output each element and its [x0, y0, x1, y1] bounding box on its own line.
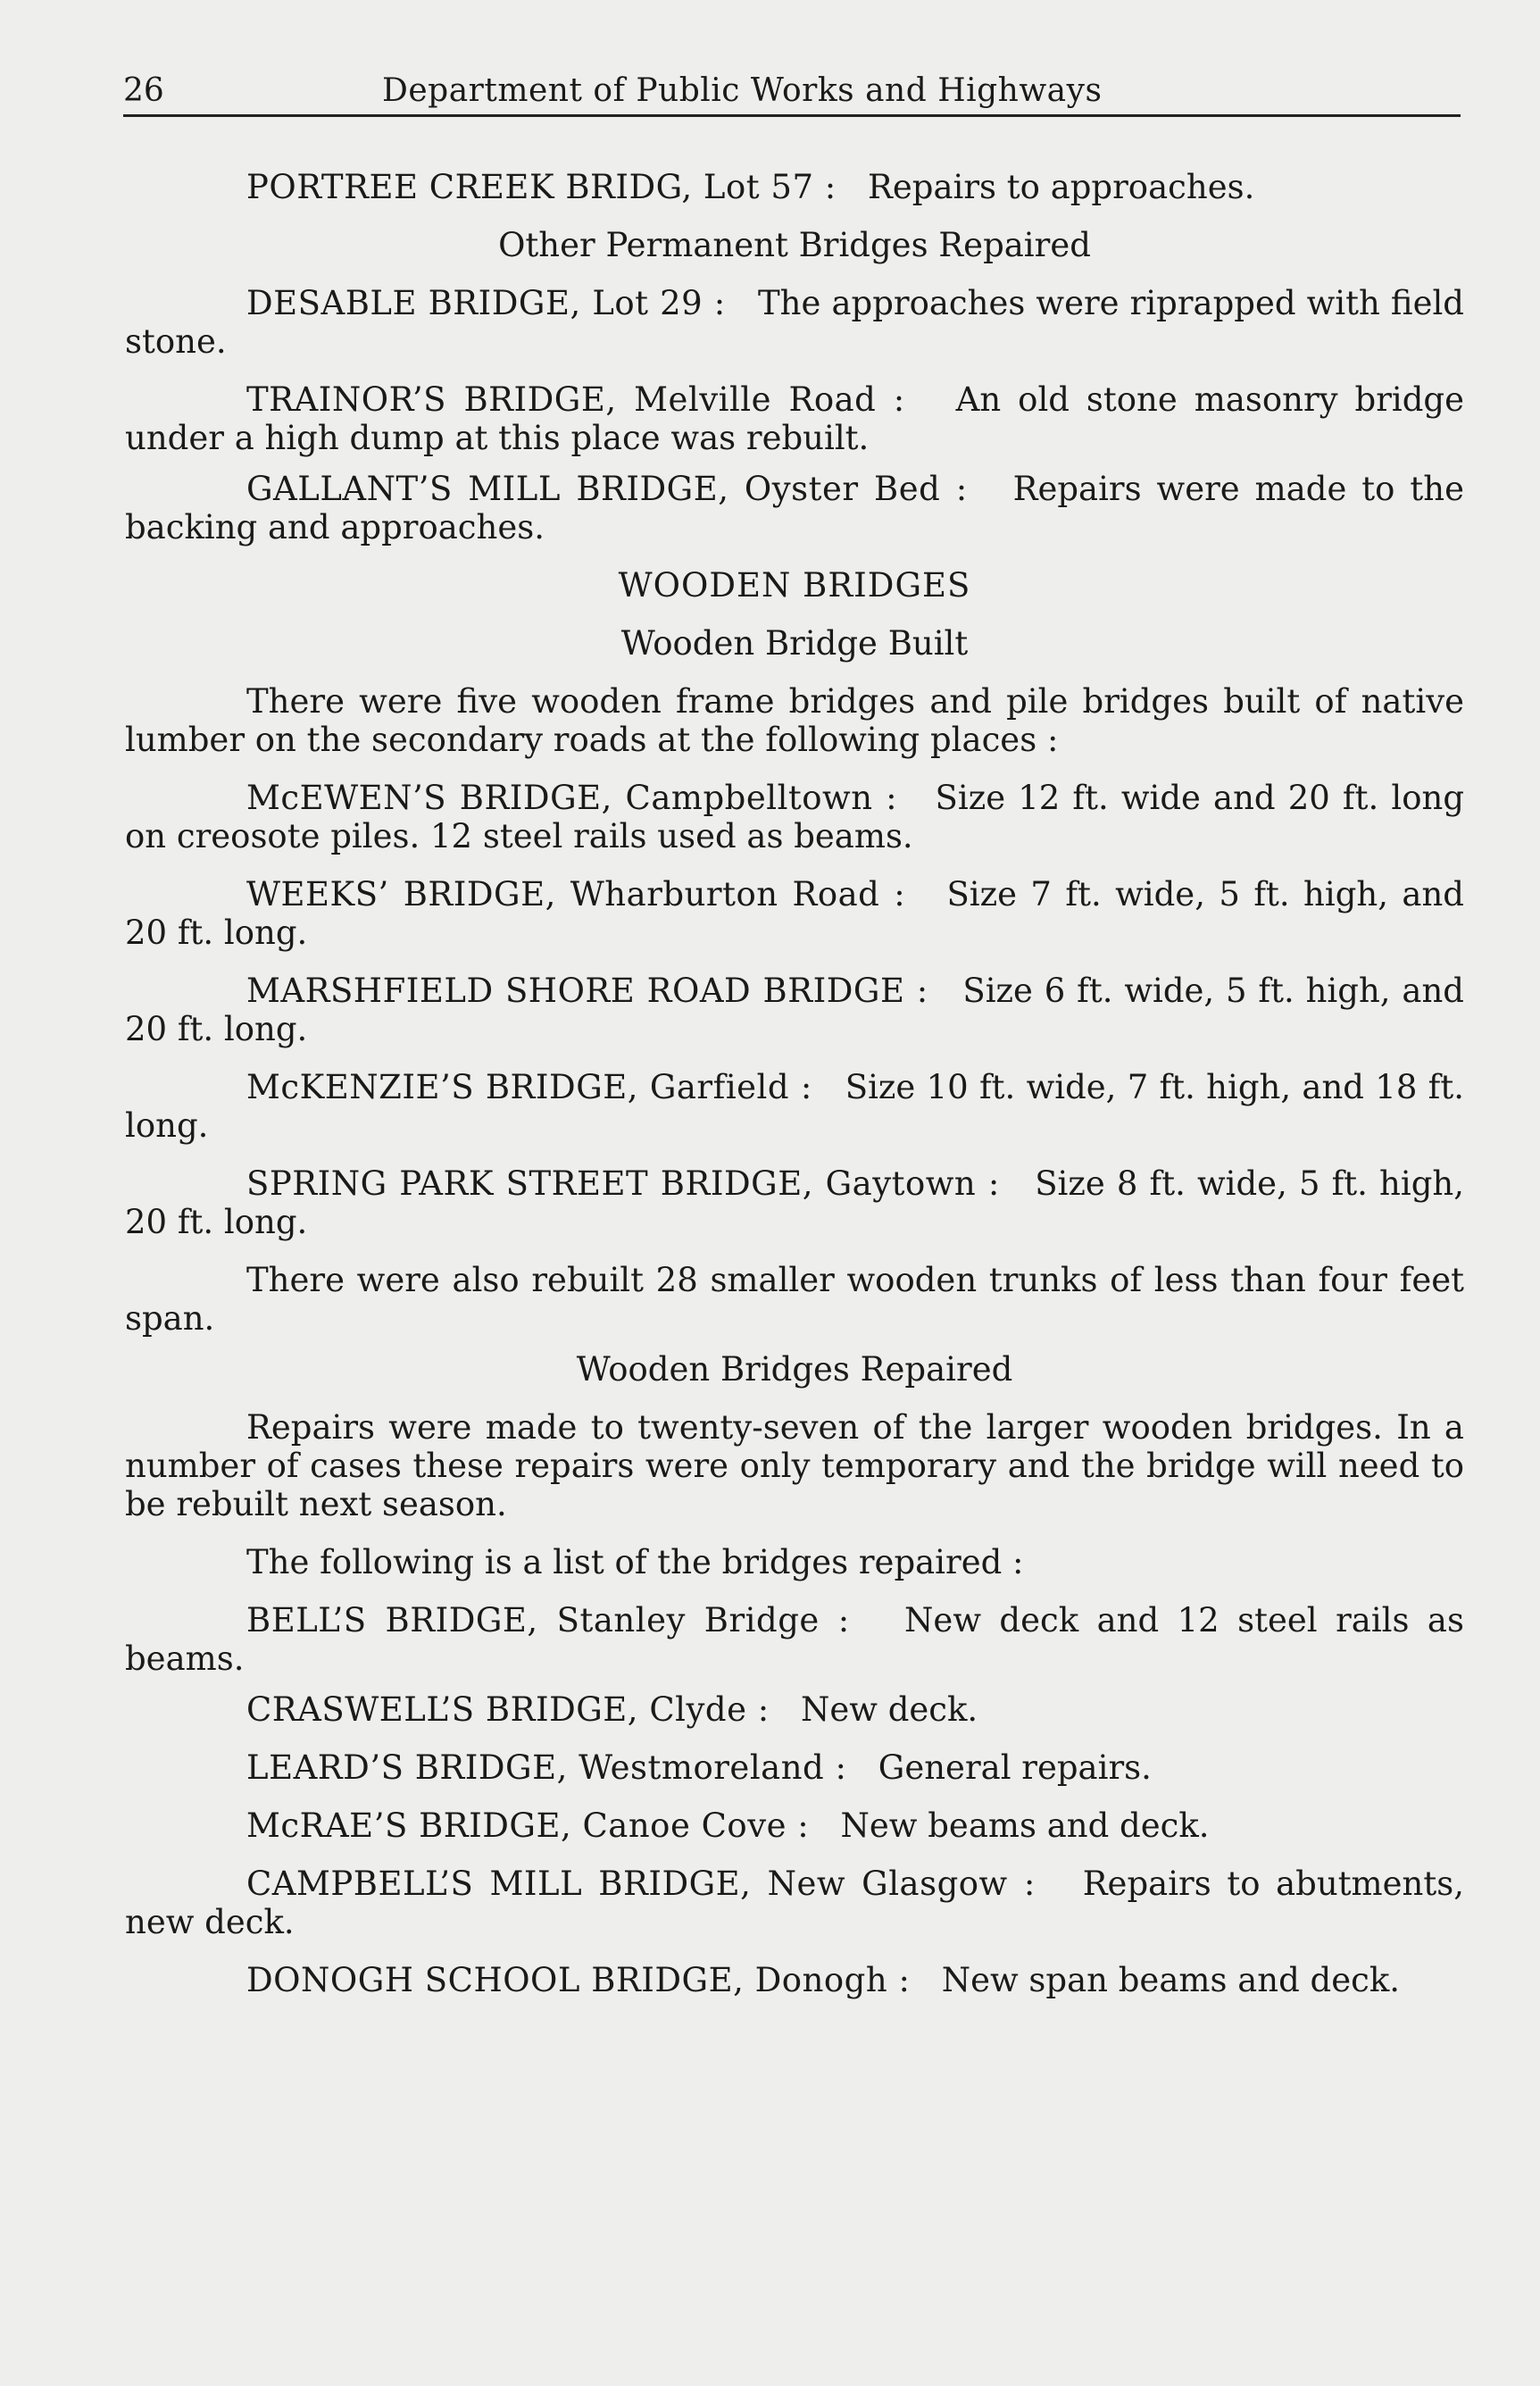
heading-wooden-repaired: Wooden Bridges Repaired — [576, 1350, 1013, 1389]
entry-lead: WEEKS’ BRIDGE, Wharburton Road : — [246, 875, 906, 914]
entry-mcewen — [125, 779, 1464, 855]
entry-lead: BELL’S BRIDGE, Stanley Bridge : — [246, 1601, 850, 1639]
entry-weeks — [125, 875, 1464, 952]
entry-lead: DESABLE BRIDGE, Lot 29 : — [246, 284, 726, 322]
paragraph-intro-built: There were five wooden frame bridges and pile bridges built of native lumber on the secondary roads at the following places : — [125, 682, 1464, 759]
entry-marshfield — [125, 972, 1464, 1048]
page-body — [125, 168, 1464, 2019]
entry-trainor — [125, 380, 1464, 457]
entry-spring-park — [125, 1164, 1464, 1241]
entry-text: Size 7 ft. wide, 5 ft. high, and 20 ft. long. — [125, 875, 1464, 952]
entry-text: Size 8 ft. wide, 5 ft. high, 20 ft. long. — [125, 1164, 1464, 1241]
entry-leard — [125, 1748, 1464, 1787]
entry-text: New beams and deck. — [840, 1806, 1210, 1845]
entry-desable — [125, 284, 1464, 361]
entry-text: Size 12 ft. wide and 20 ft. long on creosote piles. 12 steel rails used as beams. — [125, 779, 1464, 855]
paragraph-trunks: There were also rebuilt 28 smaller wooden trunks of less than four feet span. — [125, 1261, 1464, 1338]
entry-lead: McEWEN’S BRIDGE, Campbelltown : — [246, 779, 898, 817]
entry-text: Size 6 ft. wide, 5 ft. high, and 20 ft. long. — [125, 972, 1464, 1048]
entry-craswell — [125, 1690, 1464, 1729]
entry-gallant — [125, 470, 1464, 546]
entry-lead: GALLANT’S MILL BRIDGE, Oyster Bed : — [246, 470, 968, 508]
entry-text: Size 10 ft. wide, 7 ft. high, and 18 ft. long. — [125, 1068, 1464, 1145]
entry-text: New deck. — [800, 1690, 978, 1729]
entry-bell — [125, 1601, 1464, 1678]
entry-text: New span beams and deck. — [941, 1961, 1401, 1999]
entry-text: An old stone masonry bridge under a high dump at this place was rebuilt. — [125, 380, 1464, 457]
entry-text: General repairs. — [878, 1748, 1152, 1787]
entry-mckenzie — [125, 1068, 1464, 1145]
page-header — [123, 68, 1461, 117]
entry-lead: McKENZIE’S BRIDGE, Garfield : — [246, 1068, 812, 1106]
entry-portree — [125, 168, 1464, 206]
entry-campbell — [125, 1865, 1464, 1941]
page-number: 26 — [123, 72, 164, 109]
entry-lead: PORTREE CREEK BRIDG, Lot 57 : — [246, 168, 837, 206]
entry-lead: DONOGH SCHOOL BRIDGE, Donogh : — [246, 1961, 911, 1999]
entry-lead: CAMPBELL’S MILL BRIDGE, New Glasgow : — [246, 1865, 1036, 1903]
entry-text: Repairs were made to the backing and approaches. — [125, 470, 1464, 546]
entry-lead: McRAE’S BRIDGE, Canoe Cove : — [246, 1806, 810, 1845]
paragraph-repairs-intro: Repairs were made to twenty-seven of the larger wooden bridges. In a number of cases these repairs were only temporary and the bridge will need to be rebuilt next season. — [125, 1408, 1464, 1523]
running-title: Department of Public Works and Highways — [382, 72, 1103, 109]
entry-text: New deck and 12 steel rails as beams. — [125, 1601, 1464, 1678]
entry-lead: LEARD’S BRIDGE, Westmoreland : — [246, 1748, 847, 1787]
entry-lead: CRASWELL’S BRIDGE, Clyde : — [246, 1690, 770, 1729]
entry-lead: MARSHFIELD SHORE ROAD BRIDGE : — [246, 972, 928, 1010]
entry-mcrae — [125, 1806, 1464, 1845]
entry-lead: SPRING PARK STREET BRIDGE, Gaytown : — [246, 1164, 1000, 1203]
entry-donogh — [125, 1961, 1464, 1999]
entry-lead: TRAINOR’S BRIDGE, Melville Road : — [246, 380, 905, 419]
heading-other-permanent: Other Permanent Bridges Repaired — [498, 226, 1091, 264]
paragraph-list-intro: The following is a list of the bridges repaired : — [246, 1543, 1024, 1581]
entry-text: Repairs to approaches. — [868, 168, 1255, 206]
heading-wooden-built: Wooden Bridge Built — [620, 624, 969, 663]
entry-text: The approaches were riprapped with field stone. — [125, 284, 1464, 361]
heading-wooden-bridges: WOODEN BRIDGES — [618, 566, 971, 605]
entry-text: Repairs to abutments, new deck. — [125, 1865, 1464, 1941]
